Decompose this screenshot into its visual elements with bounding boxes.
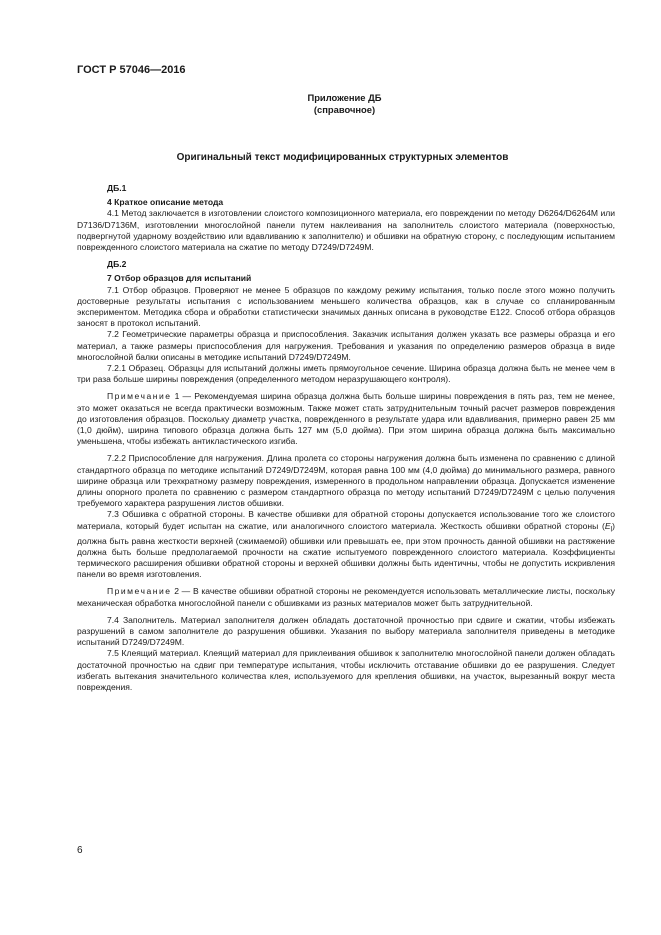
db1-label: ДБ.1 <box>107 183 127 193</box>
note-2 <box>77 586 615 608</box>
stiffness-symbol: E <box>604 520 611 531</box>
paragraph-4-1: 4.1 Метод заключается в изготовлении слоистого композиционного материала, его повреждении по методу D6264/D6264M или D7136/D7136M, изготовлении многослойной панели путем наклеивания на заполнитель слоистого материала (поверхностью, подвергнутой ударному воздействию или вдавливанию к заполнителю) и обшивки на обратную сторону, с последующим испытанием поврежденного слоистого материала на сжатие по методу D7249/D7249M. <box>77 208 615 253</box>
document-body <box>77 183 615 693</box>
db1-section-title: 4 Краткое описание метода <box>107 197 224 208</box>
stiffness-subscript: l <box>610 525 613 534</box>
paragraph-7-4: 7.4 Заполнитель. Материал заполнителя должен обладать достаточной прочностью при сдвиге и сжатии, чтобы избежать разрушений в самом заполнителе до разрушения обшивки. Указания по выбору материала заполнителя приведены в методике испытаний D7249/D7249M. <box>77 614 615 648</box>
page-number: 6 <box>77 845 83 856</box>
note-1 <box>77 391 615 447</box>
db2-section-title: 7 Отбор образцов для испытаний <box>107 273 252 284</box>
note-2-prefix: Примечание <box>107 586 172 597</box>
note-2-text: 2 — В качестве обшивки обратной стороны не рекомендуется использовать металлические листы, поскольку механическая обработка многослойной панели с обшивками из разных материалов может быть затруднительной. <box>77 586 615 608</box>
standard-header: ГОСТ Р 57046—2016 <box>77 64 186 76</box>
paragraph-7-2-2: 7.2.2 Приспособление для нагружения. Длина пролета со стороны нагружения должна быть изменена по сравнению с длиной стандартного образца по методике испытаний D7249/D7249M, которая равна 100 мм (4,0 дюйма) до минимального размера, равного ширине образца или трехкратному размеру повреждения, измеренного в продольном направлении образца. Допускается изменение длины опорного пролета по сравнению с размером стандартного образца по методу испытаний D7249/D7249M с целью получения требуемого характера разрушения листов обшивки. <box>77 453 615 509</box>
paragraph-7-5: 7.5 Клеящий материал. Клеящий материал для приклеивания обшивок к заполнителю многослойной панели должен обладать достаточной прочностью на сдвиг при температуре испытания, чтобы исключить отставание обшивки до ее разрушения. Следует избегать вытекания значительного количества клея, используемого для крепления обшивки, на участок, вырезанный вокруг места повреждения. <box>77 648 615 693</box>
annex-subtitle: (справочное) <box>313 104 376 115</box>
annex-title: Приложение ДБ <box>307 92 382 103</box>
note-1-text: 1 — Рекомендуемая ширина образца должна быть больше ширины повреждения в пять раз, тем не менее, это может оказаться не всегда практически возможным. Также может стать затруднительным точный расчет размеров повреждения до изготовления образцов. Поскольку диаметр участка, поврежденного в результате удара или вдавливания, примерно равен 25 мм (1,0 дюйм), ширина типового образца должна быть 127 мм (5,0 дюйма). При этом ширина образца должна быть максимально уменьшена, чтобы избежать антикластического изгиба. <box>77 391 615 447</box>
paragraph-7-1: 7.1 Отбор образцов. Проверяют не менее 5 образцов по каждому режиму испытания, только после этого можно получить достоверные результаты испытания с использованием меньшего количества образцов, как в случае со спланированным экспериментом. Методика сбора и обработки статистически значимых данных описана в руководстве E122. Способ отбора образцов заносят в протокол испытаний. <box>77 284 615 329</box>
db2-label: ДБ.2 <box>107 259 127 270</box>
paragraph-7-2: 7.2 Геометрические параметры образца и приспособления. Заказчик испытания должен указать все размеры образца и его материал, а также размеры приспособления для нагружения. Требования и указания по определению размеров образца в виде многослойной балки описаны в методике испытаний D7249/D7249M. <box>77 329 615 362</box>
note-1-prefix: Примечание <box>107 391 172 402</box>
annex-title-block <box>14 92 661 116</box>
paragraph-7-2-1: 7.2.1 Образец. Образцы для испытаний должны иметь прямоугольное сечение. Ширина образца должна быть не менее чем в три раза больше ширины повреждения (определенного методом неразрушающего контроля). <box>77 363 615 385</box>
annex-heading: Оригинальный текст модифицированных структурных элементов <box>176 152 509 163</box>
paragraph-7-3: 7.3 Обшивка с обратной стороны. В качестве обшивки для обратной стороны допускается использование того же слоистого материала, который будет испытан на сжатие, или аналогичного слоистого материала. Жесткость обшивки обратной стороны $(E_l)$ должна быть равна жесткости верхней (сжимаемой) обшивки или превышать ее, при этом прочность данной обшивки на растяжение должна быть больше предполагаемой прочности на сжатие испытуемого поврежденного слоистого материала. Коэффициенты термического расширения обшивки обратной стороны и верхней обшивки должны быть идентичны, чтобы не допустить искривления панели во время изготовления. <box>77 509 615 580</box>
